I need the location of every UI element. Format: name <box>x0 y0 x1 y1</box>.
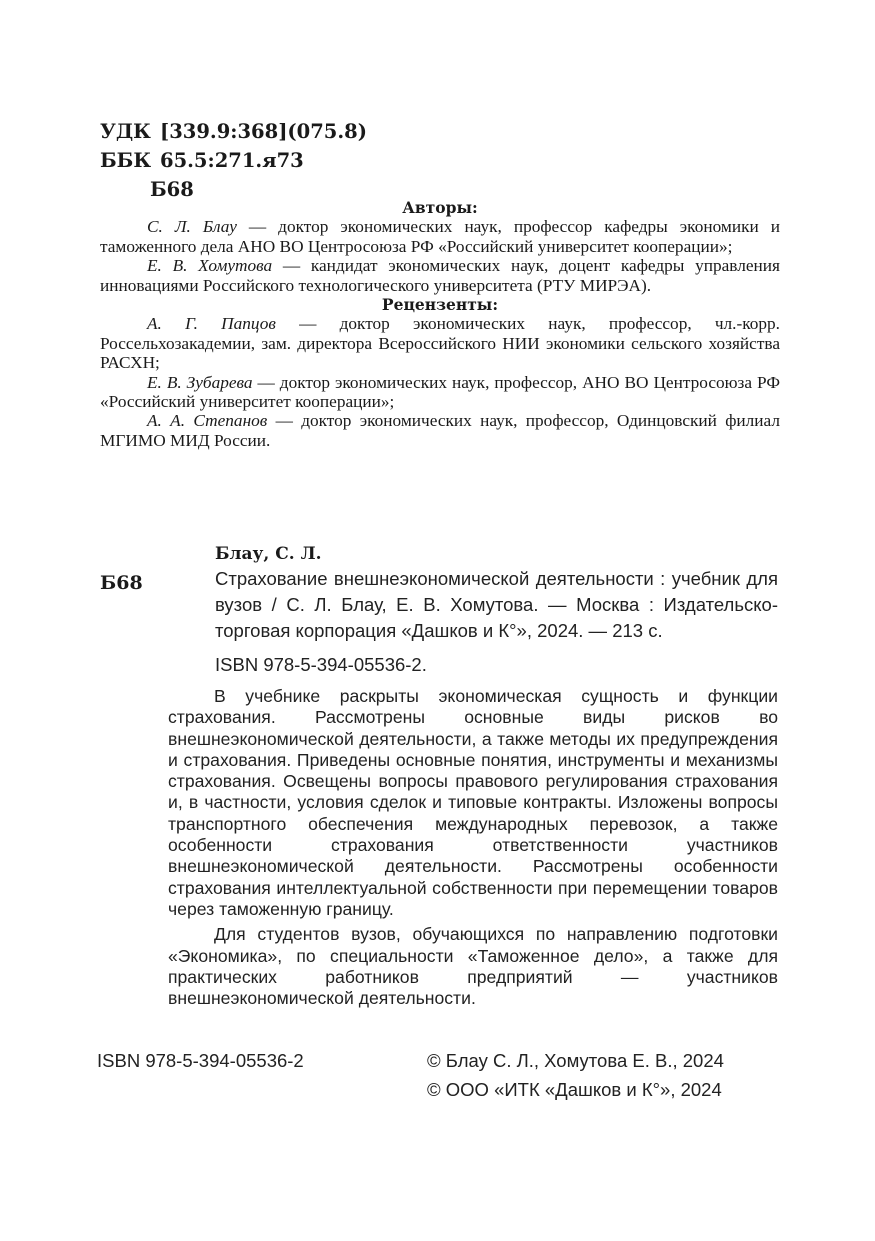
copyright-publisher: © ООО «ИТК «Дашков и К°», 2024 <box>427 1079 722 1100</box>
annotation-paragraph: Для студентов вузов, обучающихся по направлению подготовки «Экономика», по специальности «Таможенное дело», а также для практических работников предприятий — участников внешнеэкономической деятельности. <box>168 924 778 1009</box>
reviewer-name: А. А. Степанов <box>147 411 268 431</box>
author-name: С. Л. Блау <box>147 217 237 237</box>
annotation-paragraph: В учебнике раскрыты экономическая сущность и функции страхования. Рассмотрены основные виды рисков во внешнеэкономической деятельности, а также методы их предупреждения и страхования. Приведены основные понятия, инструменты и механизмы страхования. Освещены вопросы правового регулирования страхования и, в частности, условия сделок и типовые контракты. Изложены вопросы транспортного обеспечения международных перевозок, а также особенности страхования ответственности участников внешнеэкономической деятельности. Рассмотрены особенности страхования интеллектуальной собственности при перемещении товаров через таможенную границу. <box>168 686 778 919</box>
author-entry <box>100 256 780 295</box>
bbk-row <box>100 146 367 175</box>
author-description: — кандидат экономических наук, доцент кафедры управления инновациями Российского технологического университета (РТУ МИРЭА). <box>100 256 780 295</box>
author-mark: Б68 <box>150 178 194 201</box>
catalog-description-block <box>215 566 778 678</box>
reviewer-entry <box>100 314 780 372</box>
catalog-author-heading: Блау, С. Л. <box>215 544 322 564</box>
catalog-description: Страхование внешнеэкономической деятельности : учебник для вузов / С. Л. Блау, Е. В. Хомутова. — Москва : Издательско-торговая корпорация «Дашков и К°», 2024. — 213 с. <box>215 568 778 641</box>
udk-value: [339.9:368](075.8) <box>160 120 367 143</box>
udk-row <box>100 117 367 146</box>
author-entry <box>100 217 780 256</box>
author-description: — доктор экономических наук, профессор кафедры экономики и таможенного дела АНО ВО Центросоюза РФ «Российский университет кооперации»; <box>100 217 780 256</box>
classification-block <box>100 117 367 204</box>
reviewer-entry <box>100 373 780 412</box>
reviewer-name: Е. В. Зубарева <box>147 372 253 392</box>
reviewer-description: — доктор экономических наук, профессор, чл.-корр. Россельхозакадемии, зам. директора Всероссийского НИИ экономики сельского хозяйства РАСХН; <box>100 314 781 373</box>
reviewer-description: — доктор экономических наук, профессор, Одинцовский филиал МГИМО МИД России. <box>100 411 781 450</box>
credits-block <box>100 198 780 450</box>
reviewer-entry <box>100 411 780 450</box>
udk-label: УДК <box>100 120 151 143</box>
bbk-value: 65.5:271.я73 <box>160 149 304 172</box>
reviewers-heading: Рецензенты: <box>381 295 499 315</box>
footer-copyright <box>427 1046 724 1104</box>
annotation-block <box>168 686 778 1009</box>
copyright-authors: © Блау С. Л., Хомутова Е. В., 2024 <box>427 1050 724 1071</box>
catalog-isbn: ISBN 978-5-394-05536-2. <box>215 654 427 675</box>
reviewer-name: А. Г. Папцов <box>147 314 276 334</box>
catalog-code: Б68 <box>100 572 143 594</box>
author-name: Е. В. Хомутова <box>147 256 273 276</box>
authors-heading: Авторы: <box>402 198 478 217</box>
bbk-label: ББК <box>100 149 152 172</box>
reviewer-description: — доктор экономических наук, профессор, АНО ВО Центросоюза РФ «Российский университет кооперации»; <box>100 372 780 412</box>
footer-isbn: ISBN 978-5-394-05536-2 <box>97 1050 304 1071</box>
